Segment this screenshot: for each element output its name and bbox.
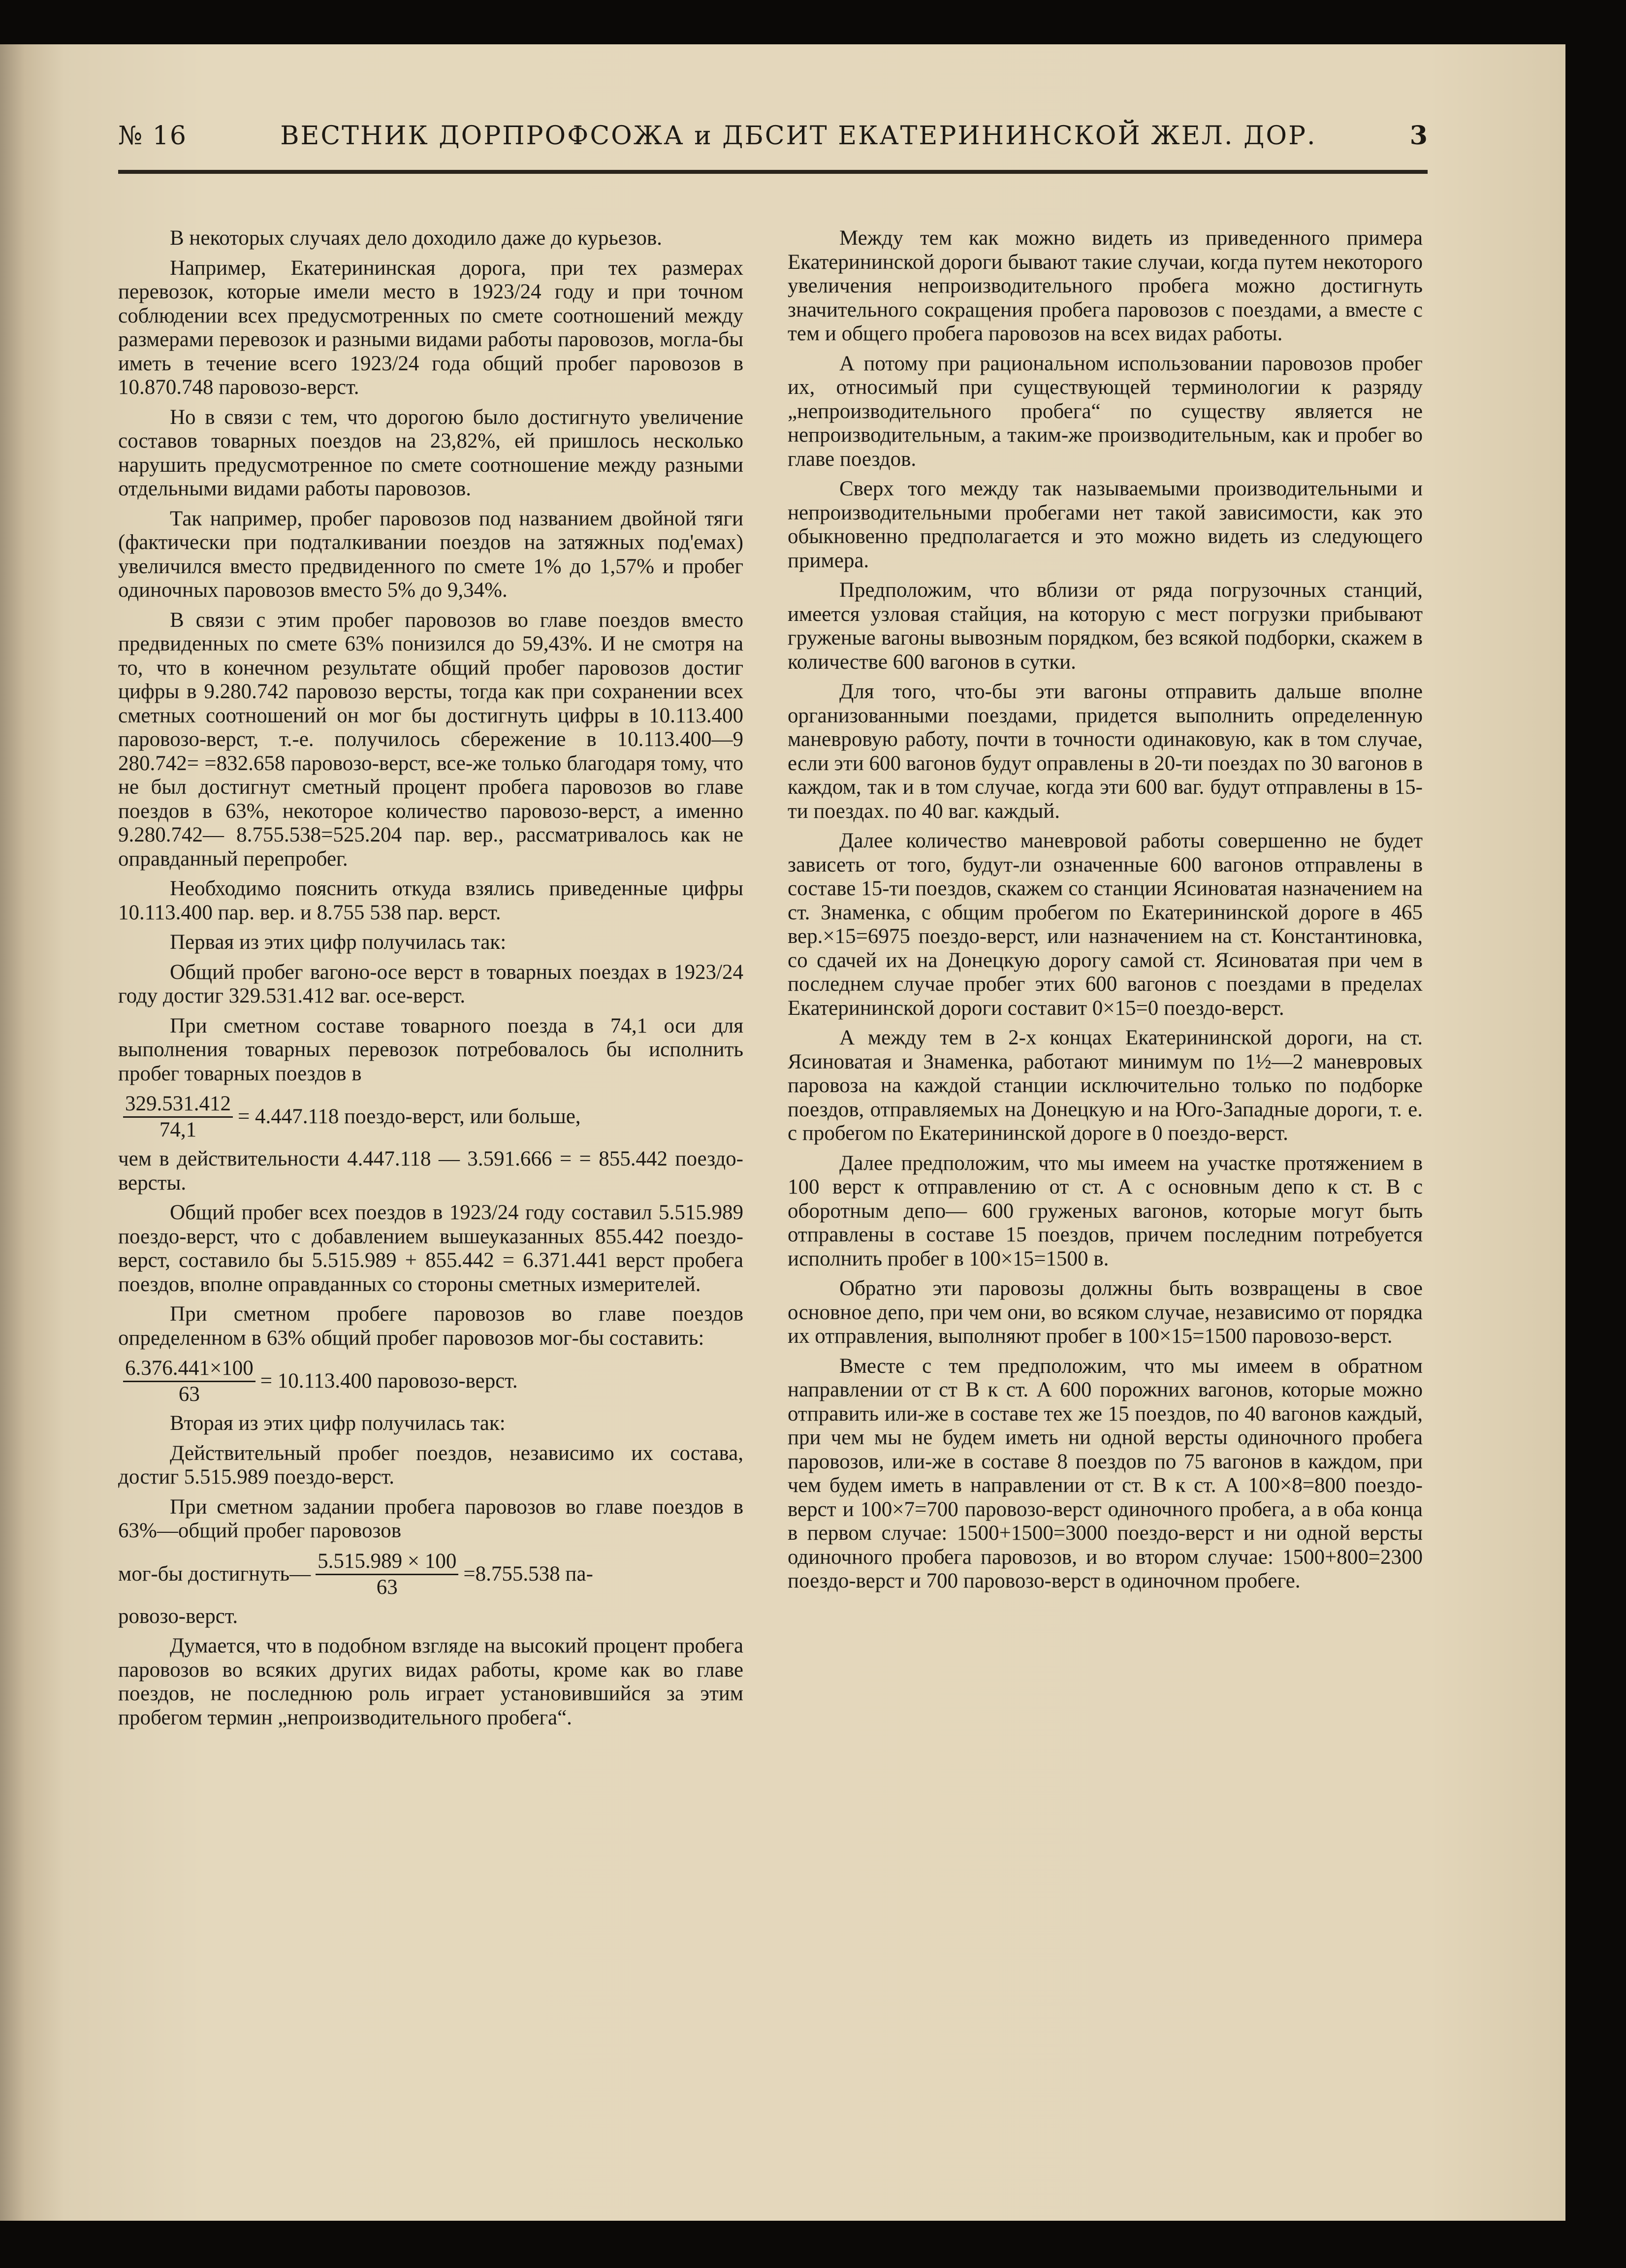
paragraph: Например, Екатерининская дорога, при тех размерах перевозок, которые имели место в 1923/24 году и при точном соблюдении всех предусмотренных по смете соотношений между размерами перевозок и разными видами работы паровозов, могла-бы иметь в течение всего 1923/24 года общий пробег паровозов в 10.870.748 паровозо-верст. [118,256,743,399]
issue-number: № 16 [118,121,187,151]
paragraph: чем в действительности 4.447.118 — 3.591.666 = = 855.442 поездо-версты. [118,1147,743,1195]
numerator: 329.531.412 [123,1092,233,1118]
publication-title: ВЕСТНИК ДОРПРОФСОЖА и ДБСИТ ЕКАТЕРИНИНСКОЙ ЖЕЛ. ДОР. [280,121,1317,151]
paragraph: Обратно эти паровозы должны быть возвращены в свое основное депо, при чем они, во всяком случае, независимо от порядка их отправления, выполняют пробег в 100×15=1500 паровозо-верст. [788,1277,1423,1348]
paragraph: Первая из этих цифр получилась так: [170,931,507,954]
fraction [316,1549,458,1600]
page-number: 3 [1409,121,1428,151]
fraction [123,1356,255,1407]
equation-3 [118,1549,743,1600]
equation-1 [118,1092,743,1142]
paragraph: А потому при рациональном использовании паровозов пробег их, относимый при существующей терминологии к разряду „непроизводительного пробега“ по существу является не непроизводительным, а таким-же производительным, как и пробег во главе поездов. [788,352,1423,471]
paragraph: При сметном составе товарного поезда в 74,1 оси для выполнения товарных перевозок потребовалось бы исполнить пробег товарных поездов в [118,1014,743,1085]
paragraph: При сметном пробеге паровозов во главе поездов определенном в 63% общий пробег паровозов мог-бы составить: [118,1302,743,1350]
page-header [118,121,1428,174]
paragraph: Вторая из этих цифр получилась так: [170,1412,506,1435]
paragraph: Предположим, что вблизи от ряда погрузочных станций, имеется узловая стайция, на которую с мест погрузки прибывают груженые вагоны вывозным порядком, без всякой подборки, скажем в количестве 600 вагонов в сутки. [788,579,1423,674]
paragraph: Действительный пробег поездов, независимо их состава, достиг 5.515.989 поездо-верст. [118,1441,743,1489]
fraction [123,1092,233,1142]
equation-result: = 10.113.400 паровозо-верст. [260,1369,518,1393]
paragraph: Далее количество маневровой работы совершенно не будет зависеть от того, будут-ли означенные 600 вагонов отправлены в составе 15-ти поездов, скажем со станции Ясиноватая назначением на ст. Знаменка, с общим пробегом по Екатерининской дороге в 465 вер.×15=6975 поездо-верст, или назначением на ст. Константиновка, со сдачей их на Донецкую дорогу самой ст. Ясиноватая при чем в последнем случае пробег этих 600 вагонов с поездами в пределах Екатерининской дороги составит 0×15=0 поездо-верст. [788,829,1423,1020]
paragraph: Общий пробег вагоно-осе верст в товарных поездах в 1923/24 году достиг 329.531.412 ваг. осе-верст. [118,960,743,1007]
paragraph: Для того, что-бы эти вагоны отправить дальше вполне организованными поездами, придется выполнить определенную маневровую работу, почти в точности одинаковую, как в том случае, если эти 600 вагонов будут оправлены в 20-ти поездах по 30 вагонов в каждом, так и в том случае, когда эти 600 ваг. будут отправлены в 15-ти поездах. по 40 ваг. каждый. [788,680,1423,823]
denominator: 74,1 [159,1118,197,1141]
paragraph: В связи с этим пробег паровозов во главе поездов вместо предвиденных по смете 63% понизился до 59,43%. И не смотря на то, что в конечном результате общий пробег паровозов достиг цифры в 9.280.742 паровозо версты, тогда как при сохранении всех сметных соотношений он мог бы достигнуть цифры в 10.113.400 паровозо-верст, т.-е. получилось сбережение в 10.113.400—9 280.742= =832.658 паровозо-верст, все-же только благодаря тому, что не был достигнут сметный процент пробега паровозов во главе поездов в 63%, некоторое количество паровозо-верст, а именно 9.280.742— 8.755.538=525.204 пар. вер., рассматривалось как не оправданный перепробег. [118,608,743,871]
paragraph: Между тем как можно видеть из приведенного примера Екатерининской дороги бывают такие случаи, когда путем некоторого увеличения непроизводительного пробега можно достигнуть значительного сокращения пробега паровозов с поездами, а вместе с тем и общего пробега паровозов на всех видах работы. [788,227,1423,345]
paragraph: А между тем в 2-х концах Екатерининской дороги, на ст. Ясиноватая и Знаменка, работают минимум по 1½—2 маневровых паровоза на каждой станции исключительно только по подборке поездов, отправляемых на Донецкую и на Юго-Западные дороги, т. е. с пробегом по Екатерининской дороге в 0 поездо-верст. [788,1026,1423,1145]
paragraph: В некоторых случаях дело доходило даже до курьезов. [170,227,662,250]
paragraph: Общий пробег всех поездов в 1923/24 году составил 5.515.989 поездо-верст, что с добавлением вышеуказанных 855.442 поездо-верст, составило бы 5.515.989 + 855.442 = 6.371.441 верст пробега поездов, вполне оправданных со стороны сметных измерителей. [118,1201,743,1296]
equation-result: =8.755.538 па- [463,1562,593,1586]
denominator: 63 [178,1383,200,1406]
paragraph: Но в связи с тем, что дорогою было достигнуто увеличение составов товарных поездов на 23,82%, ей пришлось несколько нарушить предусмотренное по смете соотношение между разными отдельными видами работы паровозов. [118,405,743,500]
right-column [788,227,1423,1599]
equation-result: = 4.447.118 поездо-верст, или больше, [238,1105,581,1129]
paragraph: Вместе с тем предположим, что мы имеем в обратном направлении от ст В к ст. А 600 порожних вагонов, которые можно отправить или-же в составе тех же 15 поездов, по 40 вагонов каждый, при чем мы не будем иметь ни одной версты одиночного пробега паровозов, или-же в составе 8 поездов по 75 вагонов в каждом, при чем будем иметь в направлении от ст. В к ст. А 100×8=800 поездо-верст и 100×7=700 паровозо-верст одиночного пробега, а в оба конца в первом случае: 1500+1500=3000 поездо-верст и ни одной версты одиночного пробега паровозов, и во втором случае: 1500+800=2300 поездо-верст и 700 паровозо-верст в одиночном пробеге. [788,1354,1423,1592]
paragraph: При сметном задании пробега паровозов во главе поездов в 63%—общий пробег паровозов [118,1495,743,1542]
numerator: 6.376.441×100 [123,1356,255,1382]
paragraph: Думается, что в подобном взгляде на высокий процент пробега паровозов во всяких других видах работы, кроме как во главе поездов, не последнюю роль играет установившийся за этим пробегом термин „непроизводительного пробега“. [118,1634,743,1729]
paragraph: Сверх того между так называемыми производительными и непроизводительными пробегами нет такой зависимости, как это обыкновенно предполагается и это можно видеть из следующего примера. [788,477,1423,572]
equation-prefix: мог-бы достигнуть— [118,1562,311,1586]
paragraph: Так например, пробег паровозов под названием двойной тяги (фактически при подталкивании поездов на затяжных под'емах) увеличился вместо предвиденного по смете 1% до 1,57% и пробег одиночных паровозов вместо 5% до 9,34%. [118,507,743,602]
denominator: 63 [376,1575,398,1599]
paragraph: ровозо-верст. [118,1604,238,1628]
left-column [118,227,743,1736]
numerator: 5.515.989 × 100 [316,1549,458,1575]
newspaper-page [0,44,1565,2221]
paragraph: Далее предположим, что мы имеем на участке протяжением в 100 верст к отправлению от ст. А с основным депо к ст. В с оборотным депо— 600 груженых вагонов, которые могут быть отправлены в составе 15 поездов, причем последним потребуется исполнить пробег в 100×15=1500 в. [788,1151,1423,1270]
paragraph: Необходимо пояснить откуда взялись приведенные цифры 10.113.400 пар. вер. и 8.755 538 пар. верст. [118,877,743,924]
equation-2 [118,1356,743,1407]
